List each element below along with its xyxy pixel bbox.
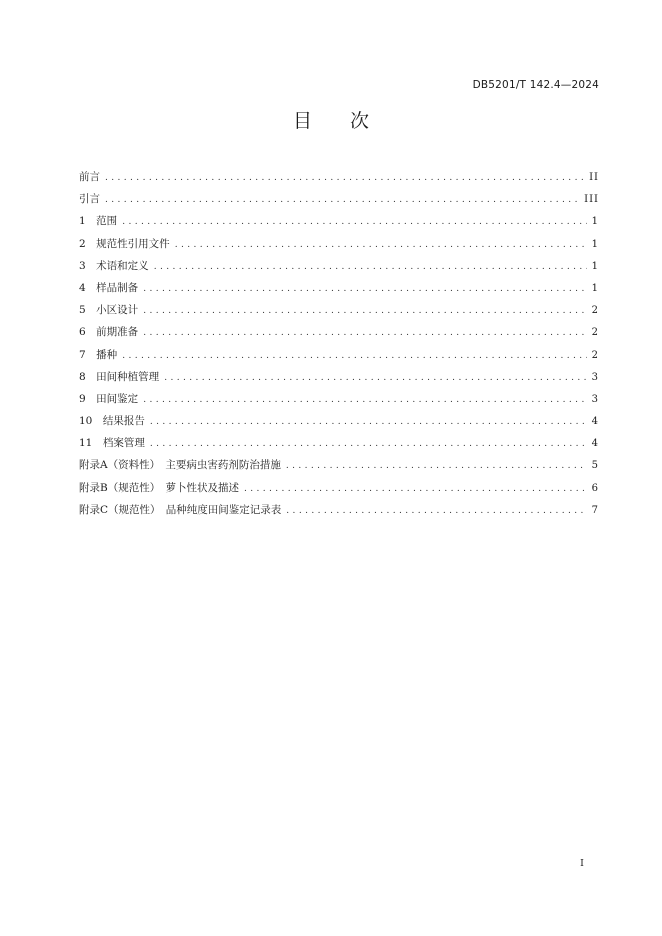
toc-entry-label: 3 术语和定义 <box>79 259 149 272</box>
toc-entry-label: 附录A（资料性） 主要病虫害药剂防治措施 <box>79 459 281 472</box>
table-of-contents <box>79 166 599 521</box>
toc-entry-page: 3 <box>591 371 599 383</box>
toc-dot-leader <box>143 300 586 322</box>
toc-entry-appendix-a[interactable] <box>79 454 599 476</box>
toc-dot-leader <box>244 478 587 500</box>
toc-entry-label: 前言 <box>79 171 100 183</box>
toc-entry-label: 1 范围 <box>79 215 118 228</box>
toc-entry-page: 4 <box>591 416 599 428</box>
toc-entry-label: 9 田间鉴定 <box>79 392 139 405</box>
toc-title: 目 次 <box>292 110 369 132</box>
toc-entry-label: 10 结果报告 <box>79 415 145 428</box>
toc-entry-sample-preparation[interactable] <box>79 277 599 299</box>
toc-entry-page: 1 <box>591 238 599 250</box>
toc-entry-scope[interactable] <box>79 210 599 232</box>
document-code: DB5201/T 142.4—2024 <box>472 79 599 91</box>
toc-entry-field-management[interactable] <box>79 366 599 388</box>
toc-dot-leader <box>286 500 586 522</box>
toc-entry-page: 2 <box>591 349 599 361</box>
toc-dot-leader <box>150 411 587 433</box>
toc-entry-page: II <box>589 172 599 183</box>
toc-entry-plot-design[interactable] <box>79 299 599 321</box>
toc-entry-page: 1 <box>591 282 599 294</box>
toc-entry-result-report[interactable] <box>79 410 599 432</box>
toc-dot-leader <box>143 389 586 411</box>
toc-entry-page: 6 <box>591 482 599 494</box>
toc-entry-foreword[interactable] <box>79 166 599 188</box>
toc-entry-page: 3 <box>591 393 599 405</box>
toc-dot-leader <box>175 234 587 256</box>
toc-dot-leader <box>150 433 587 455</box>
toc-entry-appendix-c[interactable] <box>79 499 599 521</box>
toc-dot-leader <box>105 167 584 189</box>
toc-entry-page: 1 <box>591 216 599 228</box>
toc-entry-label: 7 播种 <box>79 348 118 361</box>
toc-dot-leader <box>286 455 587 477</box>
toc-entry-label: 5 小区设计 <box>79 304 139 317</box>
toc-entry-normative-references[interactable] <box>79 233 599 255</box>
toc-entry-label: 2 规范性引用文件 <box>79 237 170 250</box>
toc-entry-introduction[interactable] <box>79 188 599 210</box>
toc-entry-preliminary-preparation[interactable] <box>79 321 599 343</box>
toc-entry-field-identification[interactable] <box>79 388 599 410</box>
toc-entry-archive-management[interactable] <box>79 432 599 454</box>
toc-entry-label: 6 前期准备 <box>79 326 139 339</box>
toc-entry-terms-definitions[interactable] <box>79 255 599 277</box>
toc-entry-page: 1 <box>591 260 599 272</box>
toc-dot-leader <box>154 256 587 278</box>
toc-dot-leader <box>105 189 579 211</box>
toc-entry-page: 2 <box>591 305 599 317</box>
toc-entry-page: 5 <box>591 460 599 472</box>
toc-dot-leader <box>122 211 586 233</box>
toc-entry-label: 附录C（规范性） 品种纯度田间鉴定记录表 <box>79 503 282 516</box>
toc-entry-label: 引言 <box>79 193 100 206</box>
toc-entry-label: 4 样品制备 <box>79 281 139 294</box>
toc-dot-leader <box>164 367 586 389</box>
toc-entry-page: 4 <box>591 438 599 450</box>
toc-entry-page: 7 <box>591 504 599 516</box>
toc-entry-page: III <box>584 194 599 206</box>
toc-entry-label: 附录B（规范性） 萝卜性状及描述 <box>79 481 239 494</box>
toc-entry-label: 11 档案管理 <box>79 437 145 450</box>
page-number: I <box>580 858 584 869</box>
toc-dot-leader <box>122 345 586 367</box>
toc-dot-leader <box>143 278 586 300</box>
toc-dot-leader <box>143 322 586 344</box>
toc-entry-page: 2 <box>591 327 599 339</box>
toc-entry-sowing[interactable] <box>79 344 599 366</box>
toc-entry-label: 8 田间种植管理 <box>79 370 160 383</box>
toc-entry-appendix-b[interactable] <box>79 477 599 499</box>
